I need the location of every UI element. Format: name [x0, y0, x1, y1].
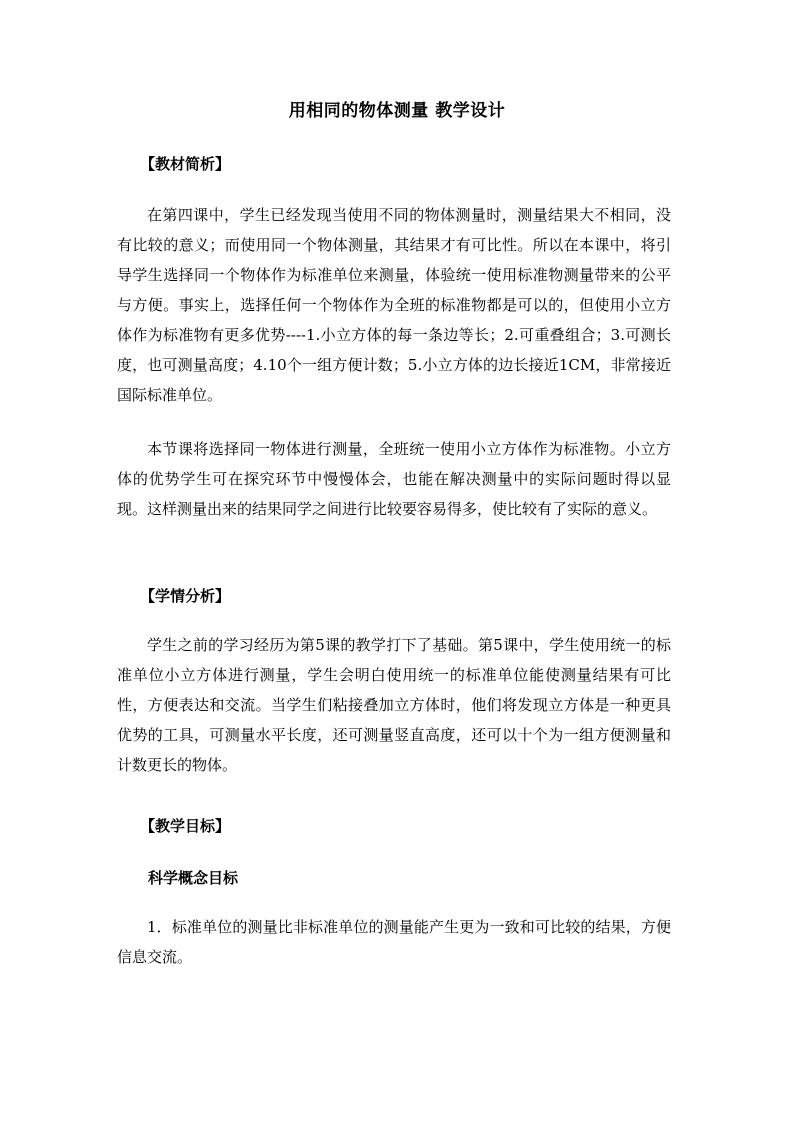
document-title: 用相同的物体测量 教学设计: [288, 101, 506, 121]
paragraph-textbook-analysis-1: 在第四课中，学生已经发现当使用不同的物体测量时，测量结果大不相同，没有比较的意义；而使用同一个物体测量，其结果才有可比性。所以在本课中，将引导学生选择同一个物体作为标准单位来测量，体验统一使用标准物测量带来的公平与方便。事实上，选择任何一个物体作为全班的标准物都是可以的，但使用小立方体作为标准物有更多优势----1.小立方体的每一条边等长；2.可重叠组合；3.可测长度，也可测量高度；4.10个一组方便计数；5.小立方体的边长接近1CM，非常接近国际标准单位。: [117, 206, 671, 404]
section-heading-teaching-goals: 【教学目标】: [140, 817, 231, 835]
paragraph-textbook-analysis-2: 本节课将选择同一物体进行测量，全班统一使用小立方体作为标准物。小立方体的优势学生可在探究环节中慢慢体会，也能在解决测量中的实际问题时得以显现。这样测量出来的结果同学之间进行比较要容易得多，使比较有了实际的意义。: [117, 440, 671, 518]
paragraph-teaching-goals-1: 1．标准单位的测量比非标准单位的测量能产生更为一致和可比较的结果，方便信息交流。: [117, 918, 671, 966]
subheading-science-concept-goals: 科学概念目标: [148, 869, 239, 887]
section-heading-student-analysis: 【学情分析】: [140, 587, 231, 605]
paragraph-student-analysis-1: 学生之前的学习经历为第5课的教学打下了基础。第5课中，学生使用统一的标准单位小立方体进行测量，学生会明白使用统一的标准单位能使测量结果有可比性，方便表达和交流。当学生们粘接叠加立方体时，他们将发现立方体是一种更具优势的工具，可测量水平长度，还可测量竖直高度，还可以十个为一组方便测量和计数更长的物体。: [117, 636, 671, 774]
section-heading-textbook-analysis: 【教材简析】: [140, 155, 231, 173]
